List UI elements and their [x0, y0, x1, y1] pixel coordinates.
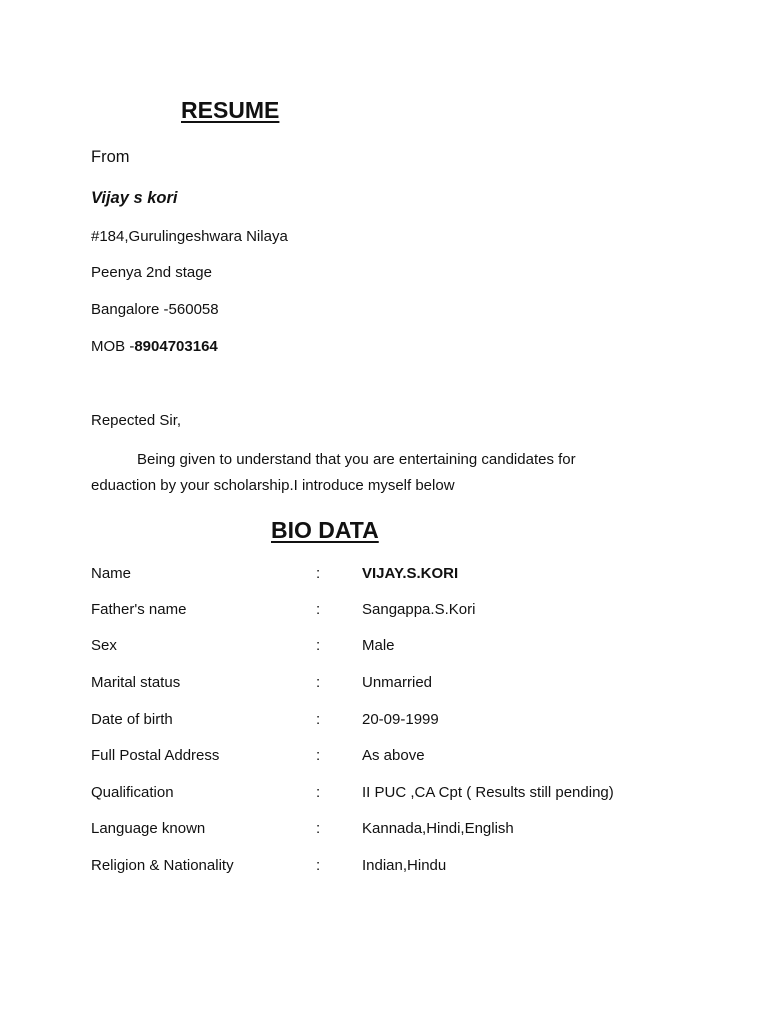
bio-separator: :	[316, 857, 321, 874]
bio-label: Name	[91, 565, 132, 582]
bio-separator: :	[316, 747, 321, 764]
from-label: From	[91, 148, 130, 166]
bio-separator: :	[316, 784, 321, 801]
bio-value: As above	[362, 747, 425, 764]
bio-row-postal-address	[0, 747, 768, 769]
intro-line-1: Being given to understand that you are entertaining candidates for	[137, 451, 576, 468]
bio-separator: :	[316, 674, 321, 691]
resume-heading: RESUME	[181, 97, 280, 123]
address-line-2: Peenya 2nd stage	[91, 264, 212, 281]
bio-separator: :	[316, 711, 321, 728]
bio-value: II PUC ,CA Cpt ( Results still pending)	[362, 784, 614, 801]
bio-row-language-known	[0, 820, 768, 842]
bio-value: Sangappa.S.Kori	[362, 601, 476, 618]
bio-label: Religion & Nationality	[91, 857, 234, 874]
bio-value: 20-09-1999	[362, 711, 439, 728]
bio-value: Kannada,Hindi,English	[362, 820, 514, 837]
bio-value: VIJAY.S.KORI	[362, 565, 459, 582]
mobile-number: 8904703164	[134, 338, 218, 355]
bio-row-sex	[0, 637, 768, 659]
bio-label: Date of birth	[91, 711, 173, 728]
bio-row-name	[0, 565, 768, 587]
bio-label: Qualification	[91, 784, 174, 801]
bio-data-heading: BIO DATA	[271, 517, 379, 543]
bio-label: Sex	[91, 637, 117, 654]
bio-label: Full Postal Address	[91, 747, 220, 764]
bio-row-religion-nationality	[0, 857, 768, 879]
bio-value: Unmarried	[362, 674, 433, 691]
bio-separator: :	[316, 565, 321, 582]
mobile-label: MOB -	[91, 338, 135, 355]
address-line-3: Bangalore -560058	[91, 301, 219, 318]
bio-value: Male	[362, 637, 395, 654]
bio-label: Language known	[91, 820, 206, 837]
bio-row-qualification	[0, 784, 768, 806]
address-line-1: #184,Gurulingeshwara Nilaya	[91, 228, 288, 245]
mobile-line	[91, 338, 218, 355]
bio-row-date-of-birth	[0, 711, 768, 733]
bio-label: Father's name	[91, 601, 187, 618]
bio-separator: :	[316, 601, 321, 618]
bio-row-marital-status	[0, 674, 768, 696]
bio-row-fathers-name	[0, 601, 768, 623]
sender-name: Vijay s kori	[91, 189, 178, 207]
salutation: Repected Sir,	[91, 412, 182, 429]
bio-separator: :	[316, 637, 321, 654]
intro-line-2: eduaction by your scholarship.I introduce myself below	[91, 477, 455, 494]
bio-label: Marital status	[91, 674, 181, 691]
bio-separator: :	[316, 820, 321, 837]
bio-value: Indian,Hindu	[362, 857, 447, 874]
